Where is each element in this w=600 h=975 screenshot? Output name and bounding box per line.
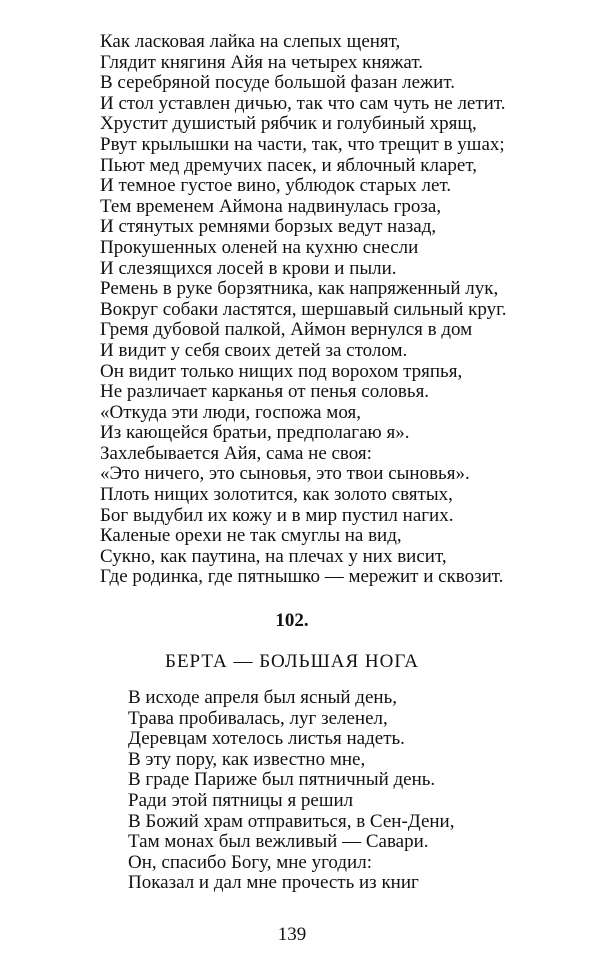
poem-line: Пьют мед дремучих пасек, и яблочный кларет, xyxy=(100,154,477,176)
poem-line: И слезящихся лосей в крови и пыли. xyxy=(100,257,397,279)
poem-line: Глядит княгиня Айя на четырех княжат. xyxy=(100,51,423,73)
poem-line: Он, спасибо Богу, мне угодил: xyxy=(128,851,372,873)
poem-line: И стянутых ремнями борзых ведут назад, xyxy=(100,216,437,238)
poem-line: Там монах был вежливый — Савари. xyxy=(128,831,429,853)
poem-line: Вокруг собаки ластятся, шершавый сильный круг. xyxy=(100,298,507,320)
poem-102-stanza xyxy=(128,688,454,894)
poem-line: В эту пору, как известно мне, xyxy=(128,748,366,770)
poem-line: Плоть нищих золотится, как золото святых, xyxy=(100,484,453,506)
poem-line: В серебряной посуде большой фазан лежит. xyxy=(100,72,455,94)
poem-line: Рвут крылышки на части, так, что трещит в ушах; xyxy=(100,133,505,155)
poem-line: В исходе апреля был ясный день, xyxy=(128,687,397,708)
poem-line: Показал и дал мне прочесть из книг xyxy=(128,872,419,894)
poem-line: И темное густое вино, ублюдок старых лет. xyxy=(100,175,452,197)
poem-line: Захлебывается Айя, сама не своя: xyxy=(100,442,372,464)
poem-line: Он видит только нищих под ворохом тряпья, xyxy=(100,360,463,382)
page-number: 139 xyxy=(277,924,307,945)
poem-line: Как ласковая лайка на слепых щенят, xyxy=(100,31,401,52)
poem-line: Гремя дубовой палкой, Аймон вернулся в дом xyxy=(100,319,473,341)
poem-line: «Это ничего, это сыновья, это твои сыновья». xyxy=(100,463,470,485)
poem-line: Деревцам хотелось листья надеть. xyxy=(128,728,405,750)
poem-line: Каленые орехи не так смуглы на вид, xyxy=(100,525,402,547)
poem-line: Трава пробивалась, луг зеленел, xyxy=(128,707,388,729)
poem-line: В Божий храм отправиться, в Сен-Дени, xyxy=(128,810,455,832)
poem-line: Ремень в руке борзятника, как напряженный лук, xyxy=(100,278,499,300)
poem-line: Из кающейся братьи, предполагаю я». xyxy=(100,422,410,444)
poem-title: БЕРТА — БОЛЬШАЯ НОГА xyxy=(165,651,419,672)
poem-line: Не различает карканья от пенья соловья. xyxy=(100,381,430,403)
poem-line: Сукно, как паутина, на плечах у них висит, xyxy=(100,545,447,567)
poem-line: Бог выдубил их кожу и в мир пустил нагих. xyxy=(100,504,454,526)
poem-line: И стол уставлен дичью, так что сам чуть не летит. xyxy=(100,92,506,114)
poem-number: 102. xyxy=(275,610,309,631)
poem-line: Ради этой пятницы я решил xyxy=(128,789,354,811)
poem-line: Хрустит душистый рябчик и голубиный хрящ, xyxy=(100,113,477,135)
poem-line: В граде Париже был пятничный день. xyxy=(128,769,436,791)
poem-line: Где родинка, где пятнышко — мережит и сквозит. xyxy=(100,566,504,588)
poem-line: Тем временем Аймона надвинулась гроза, xyxy=(100,195,442,217)
poem-line: Прокушенных оленей на кухню снесли xyxy=(100,236,419,258)
poem-line: «Откуда эти люди, госпожа моя, xyxy=(100,401,361,423)
poem-continued-stanza xyxy=(100,32,507,588)
poem-line: И видит у себя своих детей за столом. xyxy=(100,339,408,361)
